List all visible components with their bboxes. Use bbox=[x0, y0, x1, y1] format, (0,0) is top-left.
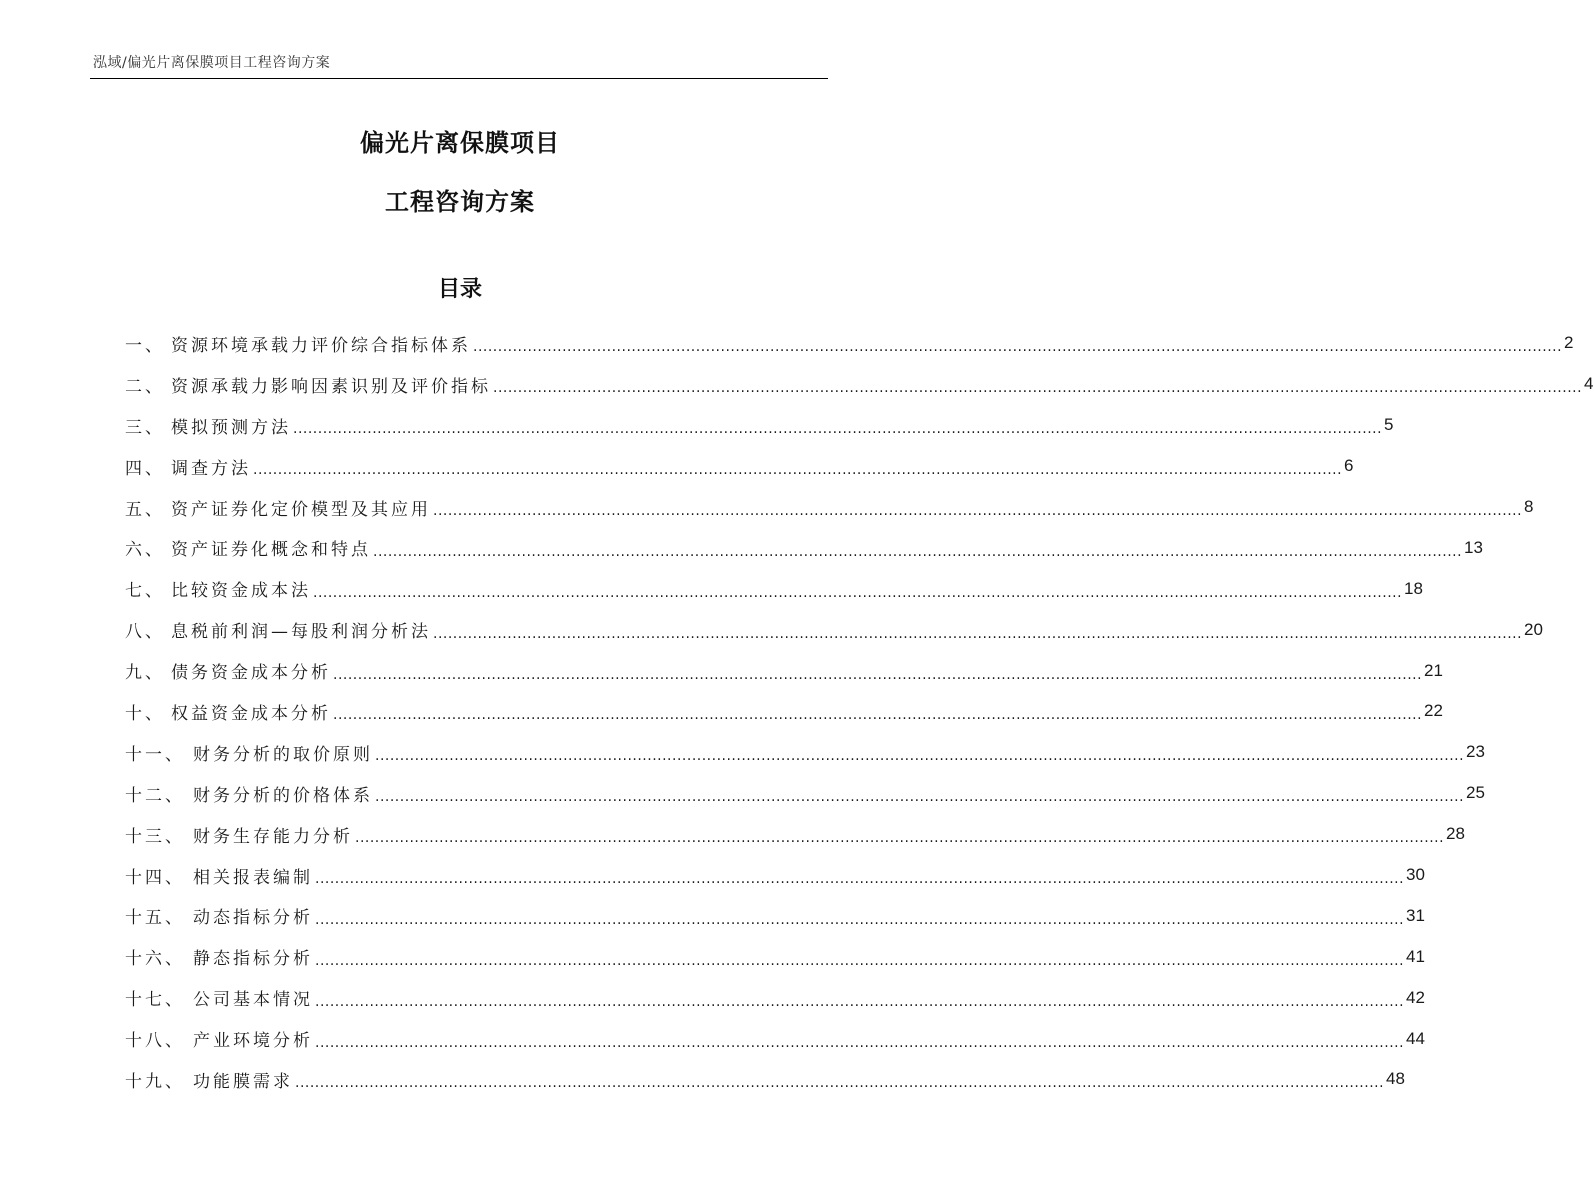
toc-entry-page-number: 6 bbox=[1344, 456, 1354, 476]
toc-entry[interactable] bbox=[125, 650, 1443, 691]
toc-entry-page-number: 41 bbox=[1406, 946, 1425, 966]
toc-entry-title: 比较资金成本法 bbox=[171, 581, 311, 602]
toc-entry[interactable] bbox=[125, 609, 1543, 650]
toc-entry-number: 十二、 bbox=[125, 785, 185, 806]
toc-entry-page-number: 5 bbox=[1384, 415, 1394, 435]
toc-entry-title: 资源承载力影响因素识别及评价指标 bbox=[171, 376, 491, 397]
table-of-contents bbox=[125, 323, 1594, 1100]
toc-entry[interactable] bbox=[125, 936, 1425, 977]
toc-entry-page-number: 28 bbox=[1446, 824, 1465, 844]
toc-entry-number: 二、 bbox=[125, 376, 165, 397]
toc-entry-page-number: 20 bbox=[1524, 619, 1543, 639]
toc-entry-title: 资产证券化概念和特点 bbox=[171, 540, 371, 561]
toc-entry-page-number: 44 bbox=[1406, 1028, 1425, 1048]
toc-entry-number: 十、 bbox=[125, 703, 165, 724]
toc-dot-leader: ............................................................................................................................................................................................................................ bbox=[333, 666, 1423, 683]
toc-entry-page-number: 21 bbox=[1424, 660, 1443, 680]
toc-dot-leader: ............................................................................................................................................................................................................................ bbox=[253, 462, 1343, 479]
toc-dot-leader: ............................................................................................................................................................................................................................ bbox=[375, 789, 1465, 806]
toc-entry-number: 十八、 bbox=[125, 1031, 185, 1052]
toc-dot-leader: ............................................................................................................................................................................................................................ bbox=[293, 421, 1383, 438]
toc-entry-number: 八、 bbox=[125, 622, 165, 643]
toc-dot-leader: ............................................................................................................................................................................................................................ bbox=[433, 625, 1523, 642]
toc-entry[interactable] bbox=[125, 773, 1485, 814]
toc-entry-title: 权益资金成本分析 bbox=[171, 703, 331, 724]
toc-entry-page-number: 31 bbox=[1406, 905, 1425, 925]
toc-entry-title: 息税前利润—每股利润分析法 bbox=[171, 622, 431, 643]
toc-entry[interactable] bbox=[125, 977, 1425, 1018]
toc-entry[interactable] bbox=[125, 487, 1534, 528]
toc-entry-page-number: 8 bbox=[1524, 497, 1534, 516]
toc-entry-number: 九、 bbox=[125, 663, 165, 684]
toc-dot-leader: ............................................................................................................................................................................................................................ bbox=[373, 543, 1463, 560]
toc-entry-page-number: 25 bbox=[1466, 783, 1485, 803]
toc-entry-title: 模拟预测方法 bbox=[171, 417, 291, 438]
toc-entry[interactable] bbox=[125, 364, 1594, 405]
toc-entry-page-number: 4 bbox=[1584, 374, 1594, 394]
toc-entry[interactable] bbox=[125, 1059, 1405, 1100]
toc-entry-number: 十七、 bbox=[125, 990, 185, 1011]
toc-dot-leader: ............................................................................................................................................................................................................................ bbox=[295, 1075, 1385, 1092]
toc-entry-number: 五、 bbox=[125, 499, 165, 520]
running-header: 泓域/偏光片离保膜项目工程咨询方案 bbox=[93, 55, 331, 71]
toc-entry-number: 七、 bbox=[125, 581, 165, 602]
toc-entry-page-number: 48 bbox=[1386, 1069, 1405, 1089]
toc-dot-leader: ............................................................................................................................................................................................................................ bbox=[355, 830, 1445, 847]
toc-entry-page-number: 42 bbox=[1406, 987, 1425, 1007]
toc-entry-number: 十五、 bbox=[125, 908, 185, 929]
toc-dot-leader: ............................................................................................................................................................................................................................ bbox=[313, 584, 1403, 601]
toc-entry-title: 相关报表编制 bbox=[193, 867, 313, 888]
toc-entry[interactable] bbox=[125, 895, 1425, 936]
toc-entry-number: 一、 bbox=[125, 335, 165, 356]
toc-entry-title: 资源环境承载力评价综合指标体系 bbox=[171, 335, 471, 356]
toc-entry[interactable] bbox=[125, 527, 1483, 568]
toc-entry-page-number: 18 bbox=[1404, 578, 1423, 598]
toc-dot-leader: ............................................................................................................................................................................................................................ bbox=[433, 503, 1523, 519]
toc-entry-number: 十三、 bbox=[125, 826, 185, 847]
toc-entry-number: 十九、 bbox=[125, 1071, 185, 1092]
toc-dot-leader: ............................................................................................................................................................................................................................ bbox=[315, 952, 1405, 969]
toc-entry-page-number: 2 bbox=[1564, 333, 1574, 353]
toc-entry-title: 功能膜需求 bbox=[193, 1071, 293, 1092]
toc-dot-leader: ............................................................................................................................................................................................................................ bbox=[315, 1034, 1405, 1051]
toc-entry[interactable] bbox=[125, 814, 1465, 855]
header-divider bbox=[90, 78, 828, 79]
toc-entry-title: 债务资金成本分析 bbox=[171, 663, 331, 684]
toc-entry-number: 十六、 bbox=[125, 949, 185, 970]
toc-dot-leader: ............................................................................................................................................................................................................................ bbox=[315, 911, 1405, 928]
toc-entry[interactable] bbox=[125, 691, 1443, 732]
toc-dot-leader: ............................................................................................................................................................................................................................ bbox=[473, 339, 1563, 356]
toc-dot-leader: ............................................................................................................................................................................................................................ bbox=[315, 993, 1405, 1010]
toc-entry-page-number: 13 bbox=[1464, 537, 1483, 557]
toc-entry-number: 六、 bbox=[125, 540, 165, 561]
toc-entry-title: 调查方法 bbox=[171, 458, 251, 479]
toc-entry-number: 十四、 bbox=[125, 867, 185, 888]
toc-entry-title: 财务生存能力分析 bbox=[193, 826, 353, 847]
toc-entry-title: 产业环境分析 bbox=[193, 1031, 313, 1052]
toc-entry-title: 财务分析的取价原则 bbox=[193, 744, 373, 765]
toc-entry-title: 财务分析的价格体系 bbox=[193, 785, 373, 806]
toc-entry-page-number: 30 bbox=[1406, 865, 1425, 885]
toc-entry-title: 资产证券化定价模型及其应用 bbox=[171, 499, 431, 520]
toc-heading: 目录 bbox=[437, 277, 482, 302]
toc-entry[interactable] bbox=[125, 568, 1423, 609]
toc-entry-number: 十一、 bbox=[125, 744, 185, 765]
toc-entry[interactable] bbox=[125, 405, 1394, 446]
toc-entry-number: 三、 bbox=[125, 417, 165, 438]
toc-entry[interactable] bbox=[125, 855, 1425, 896]
toc-entry-title: 动态指标分析 bbox=[193, 908, 313, 929]
toc-entry-title: 静态指标分析 bbox=[193, 949, 313, 970]
toc-dot-leader: ............................................................................................................................................................................................................................ bbox=[375, 748, 1465, 765]
toc-entry-title: 公司基本情况 bbox=[193, 990, 313, 1011]
toc-entry[interactable] bbox=[125, 446, 1354, 487]
toc-dot-leader: ............................................................................................................................................................................................................................ bbox=[315, 871, 1405, 888]
document-title-line-2: 工程咨询方案 bbox=[385, 188, 535, 216]
toc-dot-leader: ............................................................................................................................................................................................................................ bbox=[333, 707, 1423, 724]
toc-entry[interactable] bbox=[125, 323, 1574, 364]
toc-entry[interactable] bbox=[125, 732, 1485, 773]
document-title-line-1: 偏光片离保膜项目 bbox=[360, 129, 560, 157]
toc-entry-number: 四、 bbox=[125, 458, 165, 479]
toc-dot-leader: ............................................................................................................................................................................................................................ bbox=[493, 380, 1583, 397]
toc-entry-page-number: 23 bbox=[1466, 742, 1485, 762]
toc-entry[interactable] bbox=[125, 1018, 1425, 1059]
toc-entry-page-number: 22 bbox=[1424, 701, 1443, 721]
